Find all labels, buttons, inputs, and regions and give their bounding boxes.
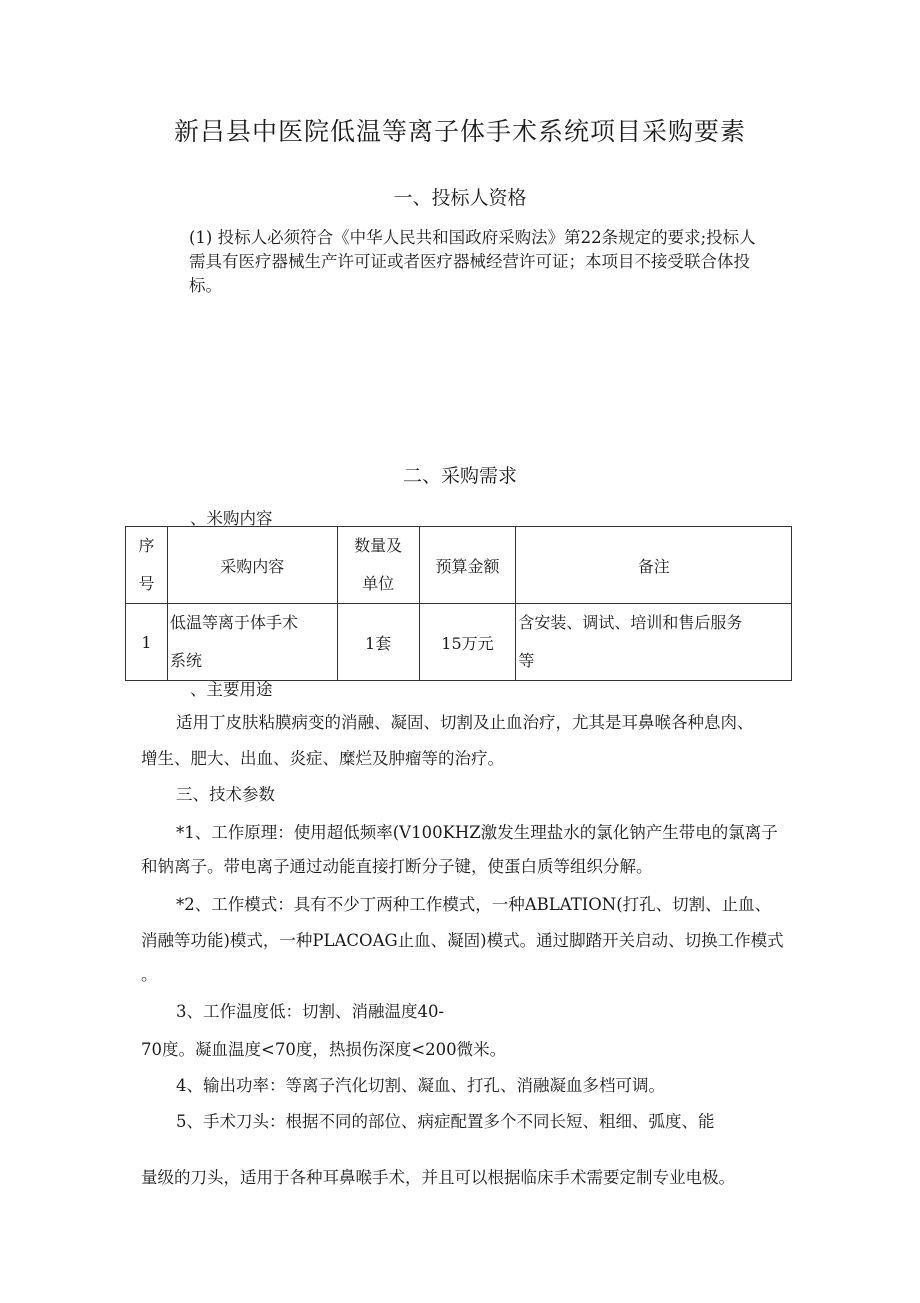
main-usage-label: 、主要用途 [190,680,273,699]
param-2-line-1: *2、工作模式：具有不少丁两种工作模式，一种ABLATION(打孔、切割、止血、 [176,895,772,914]
header-content: 采购内容 [167,527,337,604]
header-qty: 数量及 单位 [337,527,419,604]
document-title: 新吕县中医院低温等离子体手术系统项目采购要素 [173,117,746,146]
table-row [126,604,792,681]
header-seq: 序 号 [126,527,168,604]
cell-qty: 1套 [337,604,419,681]
param-5-line-2: 量级的刀头，适用于各种耳鼻喉手术，并且可以根据临床手术需要定制专业电极。 [141,1168,735,1187]
param-1-line-2: 和钠离子。带电离子通过动能直接打断分子键，使蛋白质等组织分解。 [141,857,653,876]
usage-line-1: 适用丁皮肤粘膜病变的消融、凝固、切割及止血治疗，尤其是耳鼻喉各种息肉、 [176,713,754,732]
cell-content: 低温等离于体手术 系统 [167,604,337,681]
section1-heading: 一、投标人资格 [393,187,527,209]
usage-line-2: 增生、肥大、出血、炎症、糜烂及肿瘤等的治疗。 [141,749,504,768]
param-4-line: 4、输出功率：等离子汽化切割、凝血、打孔、消融凝血多档可调。 [176,1076,665,1095]
header-budget: 预算金额 [419,527,516,604]
table-header-row [126,527,792,604]
param-2-line-3: 。 [141,965,158,984]
tech-params-label: 三、技术参数 [176,785,275,804]
param-1-line-1: *1、工作原理：使用超低频率(V100KHZ激发生理盐水的氯化钠产生带电的氯离子 [176,823,778,842]
param-5-line-1: 5、手术刀头：根据不同的部位、病症配置多个不同长短、粗细、弧度、能 [176,1112,715,1131]
header-remark: 备注 [516,527,792,604]
param-3-line-2: 70度。凝血温度<70度，热损伤深度<200微米。 [141,1040,507,1059]
qualification-line-1: (1) 投标人必须符合《中华人民共和国政府采购法》第22条规定的要求;投标人 [189,228,756,247]
cell-remark: 含安装、调试、培训和售后服务 等 [516,604,792,681]
param-2-line-2: 消融等功能)模式，一种PLACOAG止血、凝固)模式。通过脚踏开关启动、切换工作模式 [141,931,784,950]
cell-budget: 15万元 [419,604,516,681]
param-3-line-1: 3、工作温度低：切割、消融温度40- [176,1002,445,1021]
procurement-table [125,526,792,681]
cell-seq: 1 [126,604,168,681]
qualification-line-3: 标。 [189,276,222,295]
procurement-content-label: 、米购内容 [190,509,273,528]
section2-heading: 二、采购需求 [402,465,517,487]
qualification-line-2: 需具有医疗器械生产许可证或者医疗器械经营许可证；本项目不接受联合体投 [189,252,750,271]
